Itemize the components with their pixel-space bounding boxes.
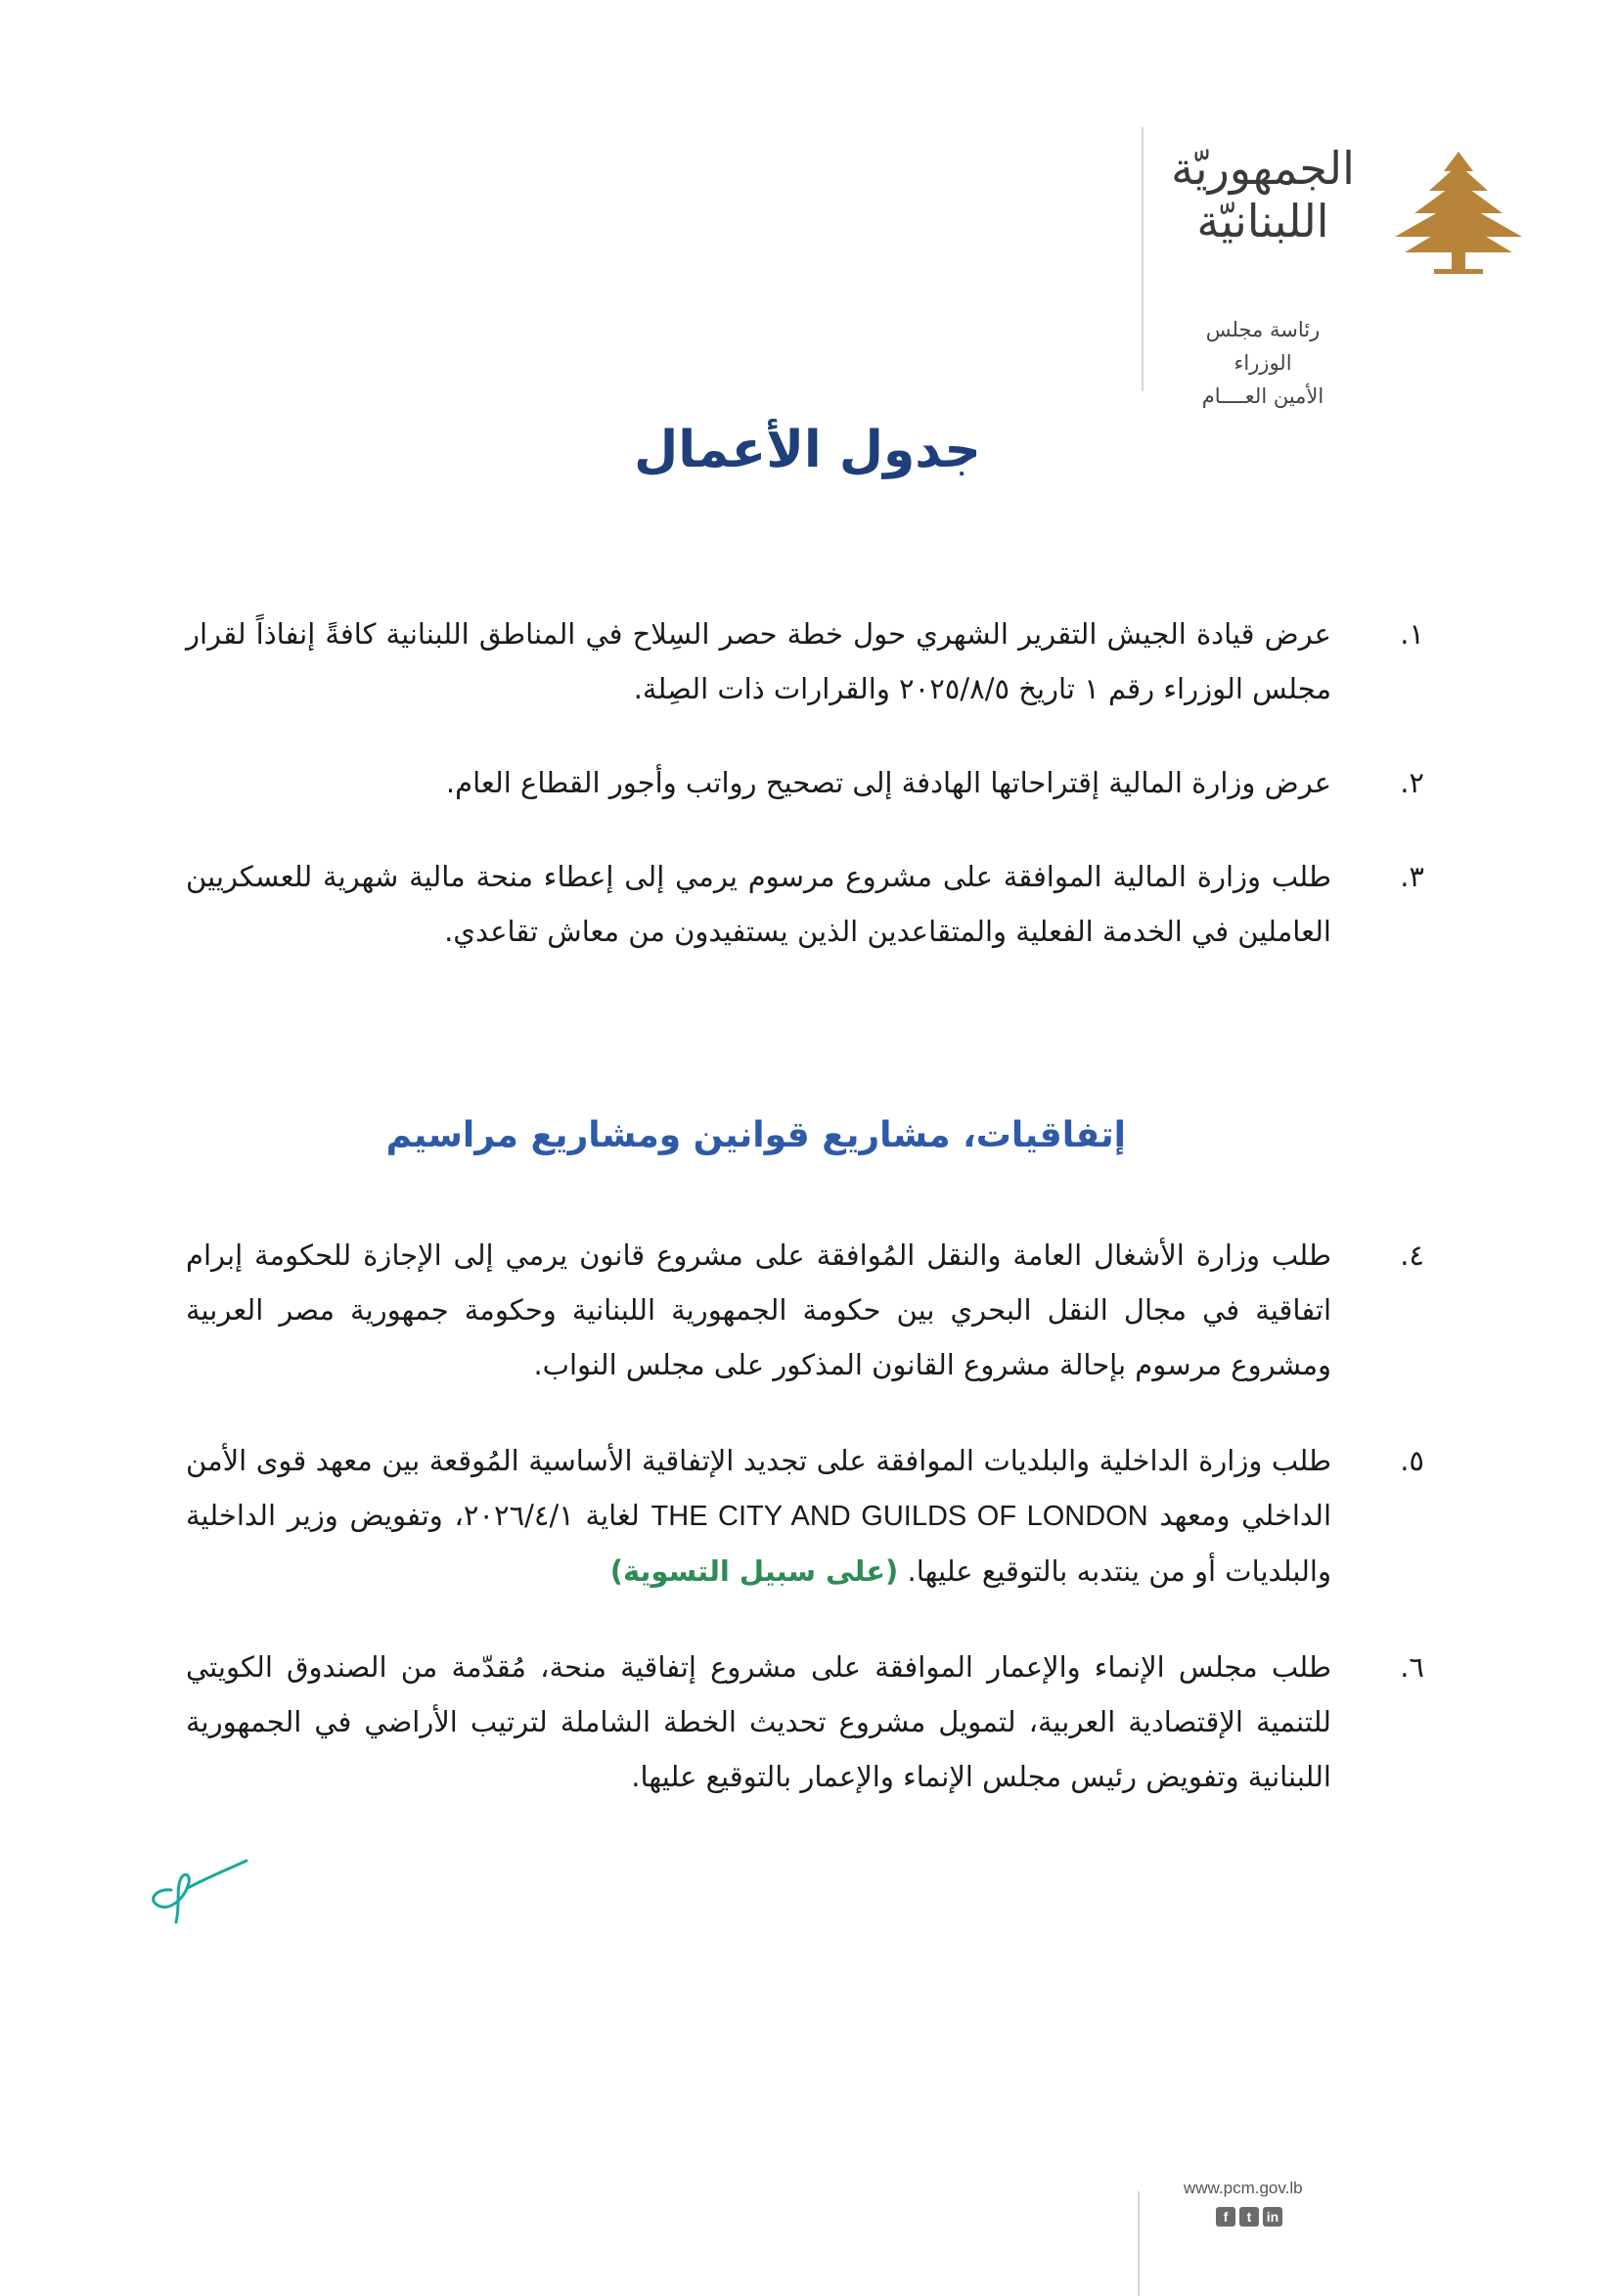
letterhead-subtitle: [1175, 313, 1351, 413]
item-text: طلب وزارة الأشغال العامة والنقل المُوافقة على مشروع قانون يرمي إلى الإجازة للحكومة إبرام اتفاقية في مجال النقل البحري بين حكومة الجمهورية اللبنانية وحكومة جمهورية مصر العربية ومشروع مرسوم بإحالة مشروع القانون المذكور على مجلس النواب.: [186, 1238, 1331, 1381]
agenda-items-part1: [186, 607, 1424, 998]
letterhead-divider: [1142, 127, 1144, 391]
twitter-icon[interactable]: t: [1239, 2207, 1259, 2227]
cedar-logo-icon: [1385, 147, 1532, 284]
item-number: ٢.: [1400, 766, 1424, 799]
item-text: عرض وزارة المالية إقتراحاتها الهادفة إلى تصحيح رواتب وأجور القطاع العام.: [445, 766, 1331, 799]
linkedin-icon[interactable]: in: [1263, 2207, 1282, 2227]
facebook-icon[interactable]: f: [1216, 2207, 1235, 2227]
letterhead-subtitle-line1: رئاسة مجلس الوزراء: [1205, 318, 1321, 375]
item-number: ١.: [1400, 617, 1424, 651]
agenda-item-2: [186, 755, 1424, 810]
item-number: ٣.: [1400, 860, 1424, 893]
item-note: (على سبيل التسوية): [609, 1554, 899, 1588]
item-number: ٥.: [1400, 1444, 1424, 1477]
letterhead-subtitle-line2: الأمين العــــام: [1201, 384, 1324, 408]
letterhead-title: [1165, 142, 1361, 248]
item-number: ٤.: [1400, 1238, 1424, 1272]
signature-mark: [137, 1849, 264, 1927]
agenda-items-part2: [186, 1228, 1424, 1845]
item-number: ٦.: [1400, 1650, 1424, 1684]
footer-divider: [1138, 2191, 1140, 2296]
section-heading: إتفاقيات، مشاريع قوانين ومشاريع مراسيم: [385, 1115, 1126, 1155]
footer-url[interactable]: www.pcm.gov.lb: [1184, 2179, 1303, 2197]
item-text-latin: THE CITY AND GUILDS OF LONDON: [650, 1501, 1148, 1532]
agenda-item-4: [186, 1228, 1424, 1392]
item-text-a: طلب وزارة الداخلية والبلديات الموافقة على تجديد الإتفاقية الأساسية المُوقعة بين معهد قوى الأمن الداخلي ومعهد: [186, 1444, 1332, 1532]
item-text: طلب مجلس الإنماء والإعمار الموافقة على مشروع إتفاقية منحة، مُقدّمة من الصندوق الكويتي للتنمية الإقتصادية العربية، لتمويل مشروع تحديث الخطة الشاملة لترتيب الأراضي في الجمهورية اللبنانية وتفويض رئيس مجلس الإنماء والإعمار بالتوقيع عليها.: [186, 1650, 1331, 1793]
agenda-item-3: [186, 849, 1424, 959]
letterhead-title-line2: اللبنانيّة: [1196, 195, 1329, 248]
agenda-item-6: [186, 1640, 1424, 1804]
document-title: جدول الأعمال: [634, 421, 981, 479]
item-text-b: لغاية ٢٠٢٦/٤/١، وتفويض وزير الداخلية والبلديات أو من ينتدبه بالتوقيع عليها.: [186, 1499, 1331, 1588]
social-links: [1216, 2207, 1282, 2227]
item-text: طلب وزارة المالية الموافقة على مشروع مرسوم يرمي إلى إعطاء منحة مالية شهرية للعسكريين العاملين في الخدمة الفعلية والمتقاعدين الذين يستفيدون من معاش تقاعدي.: [186, 860, 1331, 948]
letterhead-title-line1: الجمهوريّة: [1171, 142, 1355, 195]
item-text: عرض قيادة الجيش التقرير الشهري حول خطة حصر السِلاح في المناطق اللبنانية كافةً إنفاذاً لقرار مجلس الوزراء رقم ١ تاريخ ٢٠٢٥/٨/٥ والقرارات ذات الصِلة.: [186, 617, 1331, 705]
agenda-item-1: [186, 607, 1424, 716]
agenda-item-5: [186, 1433, 1424, 1598]
